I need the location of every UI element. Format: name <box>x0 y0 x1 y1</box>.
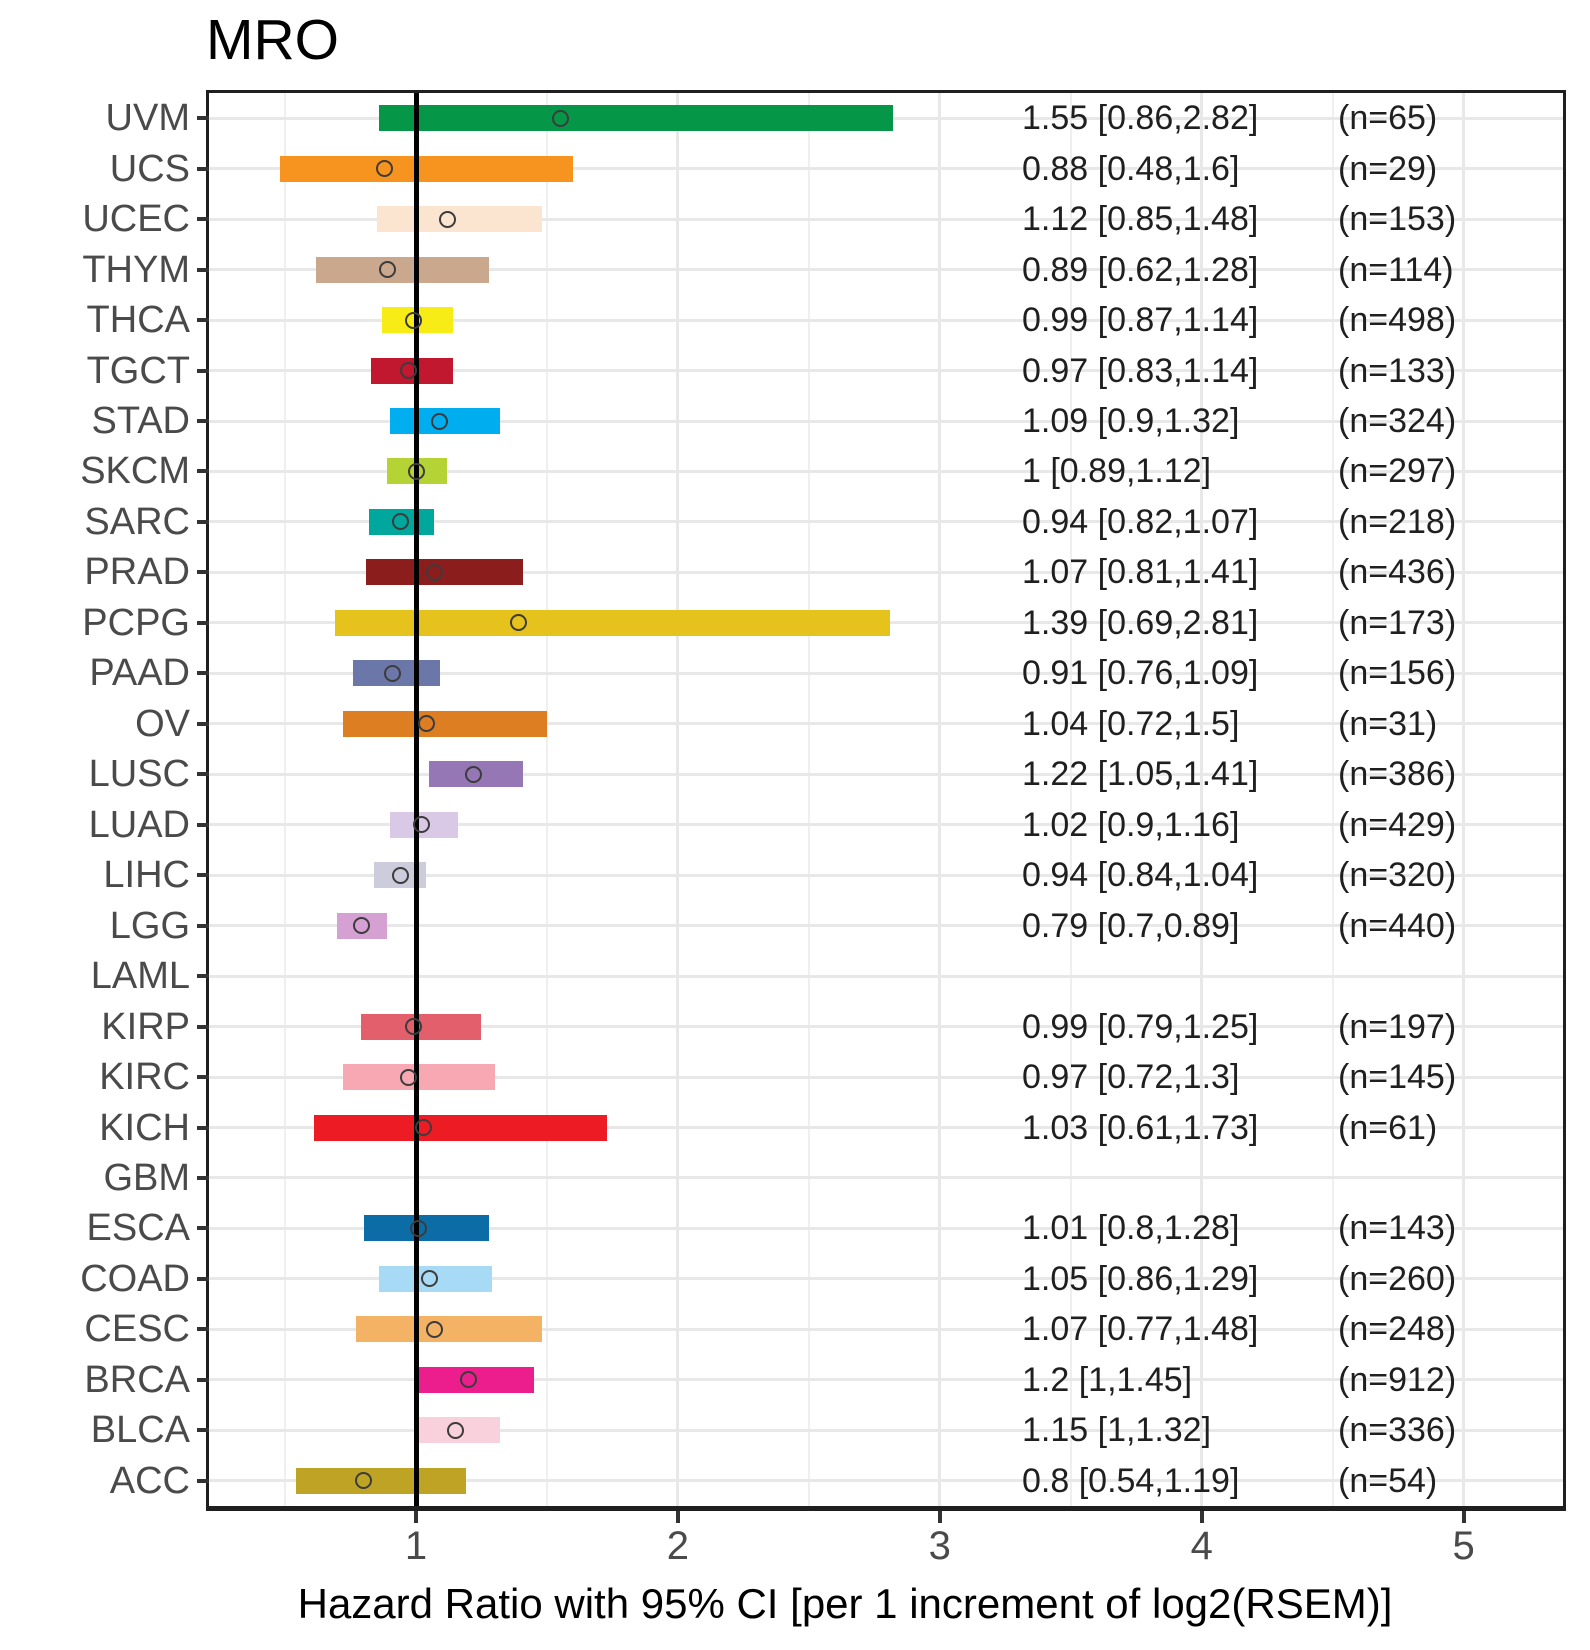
ci-bar-THYM <box>316 257 489 283</box>
y-axis-tick <box>197 570 209 574</box>
x-axis-tick-label: 2 <box>666 1524 690 1568</box>
y-axis-label-LUAD: LUAD <box>88 803 190 846</box>
y-axis-tick <box>197 1176 209 1180</box>
estimate-label-LGG: 0.79 [0.7,0.89] <box>1022 906 1240 945</box>
y-axis-label-KIRC: KIRC <box>99 1056 190 1099</box>
sample-size-label-BRCA: (n=912) <box>1338 1360 1457 1399</box>
estimate-label-COAD: 1.05 [0.86,1.29] <box>1022 1259 1259 1298</box>
sample-size-label-STAD: (n=324) <box>1338 402 1457 441</box>
sample-size-label-THYM: (n=114) <box>1338 250 1454 289</box>
estimate-marker-PRAD <box>426 564 443 581</box>
ci-bar-ACC <box>296 1468 466 1494</box>
ci-bar-KICH <box>314 1115 607 1141</box>
sample-size-label-LIHC: (n=320) <box>1338 856 1457 895</box>
sample-size-label-PAAD: (n=156) <box>1338 654 1457 693</box>
y-axis-tick <box>197 1126 209 1130</box>
y-axis-label-PCPG: PCPG <box>82 601 190 644</box>
estimate-label-BRCA: 1.2 [1,1.45] <box>1022 1360 1193 1399</box>
estimate-label-CESC: 1.07 [0.77,1.48] <box>1022 1310 1259 1349</box>
estimate-marker-KIRC <box>400 1069 417 1086</box>
gridline-vertical-minor <box>808 93 810 1506</box>
sample-size-label-COAD: (n=260) <box>1338 1259 1457 1298</box>
estimate-marker-UCEC <box>439 211 456 228</box>
sample-size-label-ESCA: (n=143) <box>1338 1209 1457 1248</box>
gridline-vertical-minor <box>546 93 548 1506</box>
y-axis-label-ACC: ACC <box>109 1459 190 1502</box>
sample-size-label-TGCT: (n=133) <box>1338 351 1457 390</box>
x-axis-tick-label: 3 <box>928 1524 951 1568</box>
y-axis-tick <box>197 268 209 272</box>
estimate-label-KICH: 1.03 [0.61,1.73] <box>1022 1108 1259 1147</box>
estimate-label-LUAD: 1.02 [0.9,1.16] <box>1022 805 1240 844</box>
ci-bar-PRAD <box>366 559 523 585</box>
estimate-label-ACC: 0.8 [0.54,1.19] <box>1022 1461 1240 1500</box>
estimate-label-LIHC: 0.94 [0.84,1.04] <box>1022 856 1259 895</box>
sample-size-label-CESC: (n=248) <box>1338 1310 1457 1349</box>
estimate-label-UCEC: 1.12 [0.85,1.48] <box>1022 200 1259 239</box>
y-axis-tick <box>197 722 209 726</box>
y-axis-tick <box>197 823 209 827</box>
estimate-marker-PAAD <box>384 665 401 682</box>
estimate-label-THYM: 0.89 [0.62,1.28] <box>1022 250 1259 289</box>
y-axis-label-KICH: KICH <box>99 1106 190 1149</box>
y-axis-tick <box>197 167 209 171</box>
x-axis-tick <box>676 1511 680 1523</box>
x-axis-title: Hazard Ratio with 95% CI [per 1 increment of log2(RSEM)] <box>297 1580 1393 1627</box>
y-axis-label-GBM: GBM <box>103 1156 190 1199</box>
estimate-label-PCPG: 1.39 [0.69,2.81] <box>1022 603 1259 642</box>
y-axis-tick <box>197 520 209 524</box>
y-axis-tick <box>197 419 209 423</box>
estimate-label-LUSC: 1.22 [1.05,1.41] <box>1022 755 1259 794</box>
gridline-horizontal <box>209 1176 1563 1179</box>
reference-line <box>414 93 419 1506</box>
y-axis-label-PRAD: PRAD <box>84 551 190 594</box>
sample-size-label-OV: (n=31) <box>1338 704 1438 743</box>
y-axis-label-LIHC: LIHC <box>103 854 190 897</box>
sample-size-label-UCEC: (n=153) <box>1338 200 1457 239</box>
x-axis-tick <box>938 1511 942 1523</box>
ci-bar-CESC <box>356 1316 542 1342</box>
estimate-label-PRAD: 1.07 [0.81,1.41] <box>1022 553 1259 592</box>
sample-size-label-UVM: (n=65) <box>1338 99 1438 138</box>
estimate-label-KIRP: 0.99 [0.79,1.25] <box>1022 1007 1259 1046</box>
y-axis-label-UCS: UCS <box>109 147 190 190</box>
sample-size-label-PCPG: (n=173) <box>1338 603 1457 642</box>
y-axis-tick <box>197 116 209 120</box>
x-axis-tick <box>414 1511 418 1523</box>
y-axis-tick <box>197 974 209 978</box>
sample-size-label-PRAD: (n=436) <box>1338 553 1457 592</box>
estimate-marker-TGCT <box>400 362 417 379</box>
sample-size-label-LGG: (n=440) <box>1338 906 1457 945</box>
y-axis-tick <box>197 217 209 221</box>
sample-size-label-SARC: (n=218) <box>1338 502 1457 541</box>
estimate-marker-COAD <box>421 1270 438 1287</box>
gridline-vertical-major <box>1462 93 1465 1506</box>
estimate-label-BLCA: 1.15 [1,1.32] <box>1022 1411 1212 1450</box>
y-axis-label-STAD: STAD <box>91 400 190 443</box>
y-axis-label-PAAD: PAAD <box>89 652 190 695</box>
y-axis-tick <box>197 1226 209 1230</box>
y-axis-label-COAD: COAD <box>80 1257 190 1300</box>
sample-size-label-BLCA: (n=336) <box>1338 1411 1457 1450</box>
gridline-horizontal <box>209 975 1563 978</box>
estimate-marker-LIHC <box>392 867 409 884</box>
estimate-label-PAAD: 0.91 [0.76,1.09] <box>1022 654 1259 693</box>
estimate-marker-KIRP <box>405 1018 422 1035</box>
gridline-vertical-minor <box>284 93 286 1506</box>
y-axis-tick <box>197 873 209 877</box>
gridline-vertical-minor <box>1332 93 1334 1506</box>
sample-size-label-KIRP: (n=197) <box>1338 1007 1457 1046</box>
estimate-label-OV: 1.04 [0.72,1.5] <box>1022 704 1240 743</box>
estimate-label-UVM: 1.55 [0.86,2.82] <box>1022 99 1259 138</box>
x-axis-tick <box>1200 1511 1204 1523</box>
sample-size-label-SKCM: (n=297) <box>1338 452 1457 491</box>
sample-size-label-THCA: (n=498) <box>1338 301 1457 340</box>
estimate-marker-THCA <box>405 312 422 329</box>
estimate-label-UCS: 0.88 [0.48,1.6] <box>1022 149 1240 188</box>
y-axis-tick <box>197 621 209 625</box>
y-axis-label-THYM: THYM <box>82 248 190 291</box>
y-axis-label-UVM: UVM <box>105 97 190 140</box>
x-axis-tick <box>1462 1511 1466 1523</box>
sample-size-label-LUAD: (n=429) <box>1338 805 1457 844</box>
y-axis-tick <box>197 1378 209 1382</box>
estimate-marker-LUSC <box>465 766 482 783</box>
y-axis-label-KIRP: KIRP <box>101 1005 190 1048</box>
sample-size-label-KICH: (n=61) <box>1338 1108 1438 1147</box>
sample-size-label-KIRC: (n=145) <box>1338 1058 1457 1097</box>
sample-size-label-UCS: (n=29) <box>1338 149 1438 188</box>
y-axis-tick <box>197 1327 209 1331</box>
y-axis-label-SKCM: SKCM <box>80 450 190 493</box>
y-axis-tick <box>197 469 209 473</box>
y-axis-tick <box>197 318 209 322</box>
y-axis-label-LGG: LGG <box>109 904 190 947</box>
estimate-marker-UVM <box>552 110 569 127</box>
estimate-label-KIRC: 0.97 [0.72,1.3] <box>1022 1058 1240 1097</box>
y-axis-label-UCEC: UCEC <box>82 198 190 241</box>
estimate-marker-ESCA <box>410 1220 427 1237</box>
y-axis-label-OV: OV <box>135 702 190 745</box>
ci-bar-OV <box>343 711 547 737</box>
y-axis-label-CESC: CESC <box>84 1308 190 1351</box>
estimate-marker-PCPG <box>510 614 527 631</box>
y-axis-tick <box>197 671 209 675</box>
y-axis-label-LUSC: LUSC <box>88 753 190 796</box>
gridline-vertical-major <box>676 93 679 1506</box>
estimate-label-SARC: 0.94 [0.82,1.07] <box>1022 502 1259 541</box>
y-axis-label-LAML: LAML <box>90 955 190 998</box>
estimate-label-ESCA: 1.01 [0.8,1.28] <box>1022 1209 1240 1248</box>
estimate-label-STAD: 1.09 [0.9,1.32] <box>1022 402 1240 441</box>
estimate-marker-BLCA <box>447 1422 464 1439</box>
y-axis-label-ESCA: ESCA <box>86 1207 190 1250</box>
y-axis-tick <box>197 369 209 373</box>
estimate-label-THCA: 0.99 [0.87,1.14] <box>1022 301 1259 340</box>
ci-bar-UCS <box>280 156 573 182</box>
ci-bar-UVM <box>379 105 892 131</box>
gridline-vertical-major <box>938 93 941 1506</box>
estimate-marker-LUAD <box>413 816 430 833</box>
estimate-marker-CESC <box>426 1321 443 1338</box>
y-axis-tick <box>197 1428 209 1432</box>
y-axis-tick <box>197 1277 209 1281</box>
estimate-marker-LGG <box>353 917 370 934</box>
y-axis-tick <box>197 1025 209 1029</box>
estimate-label-SKCM: 1 [0.89,1.12] <box>1022 452 1212 491</box>
estimate-label-TGCT: 0.97 [0.83,1.14] <box>1022 351 1259 390</box>
y-axis-tick <box>197 924 209 928</box>
x-axis-tick-label: 5 <box>1452 1524 1475 1568</box>
y-axis-label-TGCT: TGCT <box>86 349 190 392</box>
x-axis-tick-label: 1 <box>404 1524 428 1568</box>
y-axis-label-SARC: SARC <box>84 500 190 543</box>
y-axis-tick <box>197 1479 209 1483</box>
estimate-marker-STAD <box>431 413 448 430</box>
ci-bar-KIRC <box>343 1064 495 1090</box>
y-axis-tick <box>197 1075 209 1079</box>
plot-title: MRO <box>206 8 339 72</box>
y-axis-label-BRCA: BRCA <box>84 1358 190 1401</box>
sample-size-label-ACC: (n=54) <box>1338 1461 1438 1500</box>
x-axis-tick-label: 4 <box>1190 1524 1213 1568</box>
ci-bar-UCEC <box>377 206 542 232</box>
y-axis-tick <box>197 772 209 776</box>
estimate-marker-THYM <box>379 261 396 278</box>
y-axis-label-BLCA: BLCA <box>90 1409 190 1452</box>
y-axis-label-THCA: THCA <box>86 299 190 342</box>
sample-size-label-LUSC: (n=386) <box>1338 755 1457 794</box>
estimate-marker-SKCM <box>408 463 425 480</box>
